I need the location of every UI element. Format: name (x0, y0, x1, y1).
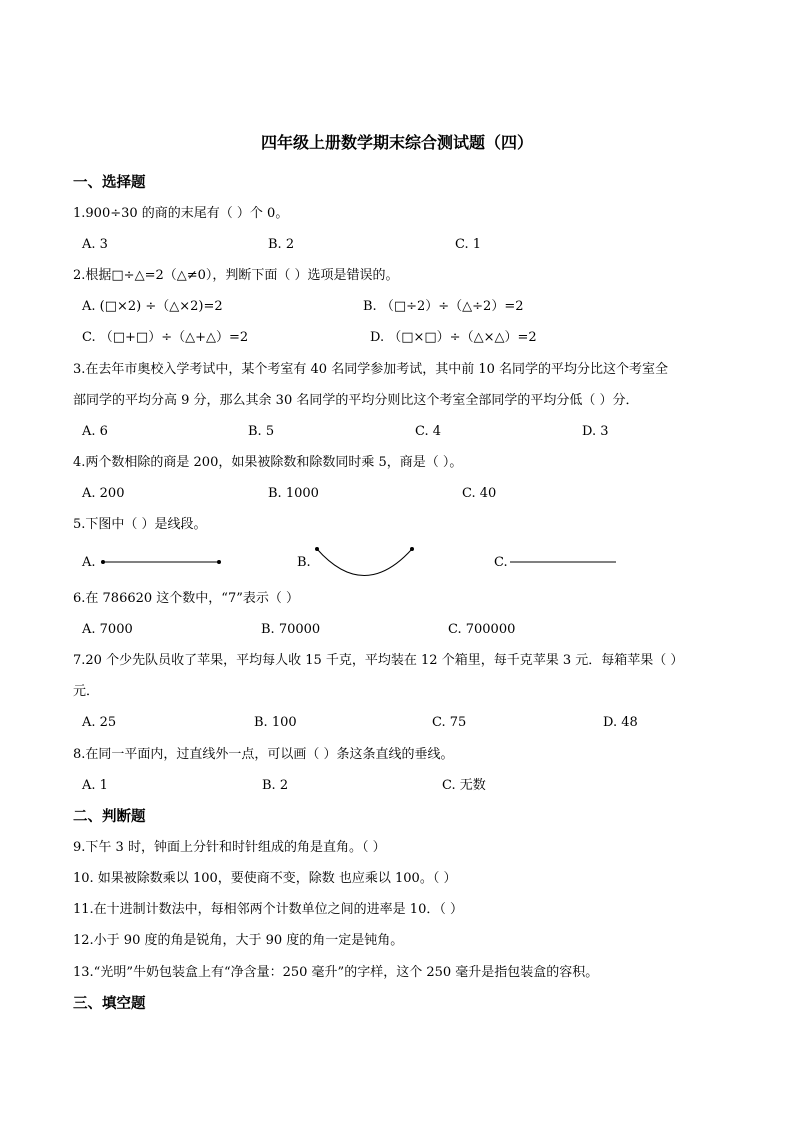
question-7-line-2: 元． (73, 684, 100, 699)
arc-figure-b (312, 544, 418, 580)
section-heading-judgment: 二、判断题 (73, 808, 146, 825)
question-13: 13.“光明”牛奶包装盒上有“净含量：250 毫升”的字样，这个 250 毫升是指包装盒的容积。 (73, 965, 599, 980)
question-1: 1.900÷30 的商的末尾有（ ）个 0。 (73, 206, 289, 221)
q5-option-b: B. (297, 555, 311, 570)
q4-option-c: C. 40 (462, 486, 497, 501)
section-heading-choice: 一、选择题 (73, 174, 146, 191)
q5-option-a: A. (82, 555, 96, 570)
q7-option-c: C. 75 (432, 715, 467, 730)
q8-option-b: B. 2 (262, 778, 289, 793)
q3-option-c: C. 4 (415, 424, 442, 439)
q1-option-a: A. 3 (82, 237, 108, 252)
line-figure-c (510, 555, 620, 569)
question-2: 2.根据□÷△=2（△≠0），判断下面（ ）选项是错误的。 (73, 268, 399, 283)
q1-option-c: C. 1 (455, 237, 482, 252)
segment-figure-a (100, 555, 225, 569)
question-4: 4.两个数相除的商是 200，如果被除数和除数同时乘 5，商是（ ）。 (73, 455, 463, 470)
question-10: 10. 如果被除数乘以 100，要使商不变，除数 也应乘以 100。（ ） (73, 871, 457, 886)
question-3-line-1: 3.在去年市奥校入学考试中，某个考室有 40 名同学参加考试，其中前 10 名同学的平均分比这个考室全 (73, 362, 669, 377)
q3-option-b: B. 5 (248, 424, 275, 439)
q4-option-b: B. 1000 (268, 486, 319, 501)
q8-option-a: A. 1 (82, 778, 108, 793)
q7-option-b: B. 100 (254, 715, 297, 730)
q7-option-a: A. 25 (82, 715, 117, 730)
q2-option-b: B. （□÷2）÷（△÷2）=2 (363, 299, 524, 314)
question-12: 12.小于 90 度的角是锐角，大于 90 度的角一定是钝角。 (73, 933, 404, 948)
q6-option-c: C. 700000 (448, 622, 516, 637)
question-3-line-2: 部同学的平均分高 9 分，那么其余 30 名同学的平均分则比这个考室全部同学的平均分低（ ）分． (73, 393, 639, 408)
q3-option-a: A. 6 (82, 424, 108, 439)
q3-option-d: D. 3 (582, 424, 609, 439)
page-title: 四年级上册数学期末综合测试题（四） (260, 133, 533, 152)
question-9: 9.下午 3 时，钟面上分针和时针组成的角是直角。（ ） (73, 840, 386, 855)
q6-option-b: B. 70000 (261, 622, 321, 637)
q2-option-a: A. (□×2) ÷（△×2)=2 (82, 299, 223, 314)
question-11: 11.在十进制计数法中，每相邻两个计数单位之间的进率是 10．（ ） (73, 902, 463, 917)
question-5: 5.下图中（ ）是线段。 (73, 517, 207, 532)
q1-option-b: B. 2 (268, 237, 295, 252)
question-6: 6.在 786620 这个数中，“7”表示（ ） (73, 591, 299, 606)
q8-option-c: C. 无数 (442, 778, 486, 793)
q2-option-c: C. （□+□）÷（△+△）=2 (82, 330, 249, 345)
section-heading-fill-blank: 三、填空题 (73, 995, 146, 1012)
question-7-line-1: 7.20 个少先队员收了苹果，平均每人收 15 千克，平均装在 12 个箱里，每千克苹果 3 元．每箱苹果（ ） (73, 653, 684, 668)
q6-option-a: A. 7000 (82, 622, 133, 637)
q2-option-d: D. （□×□）÷（△×△）=2 (370, 330, 537, 345)
q7-option-d: D. 48 (603, 715, 638, 730)
question-8: 8.在同一平面内，过直线外一点，可以画（ ）条这条直线的垂线。 (73, 747, 454, 762)
q5-option-c: C. (494, 555, 508, 570)
q4-option-a: A. 200 (82, 486, 125, 501)
